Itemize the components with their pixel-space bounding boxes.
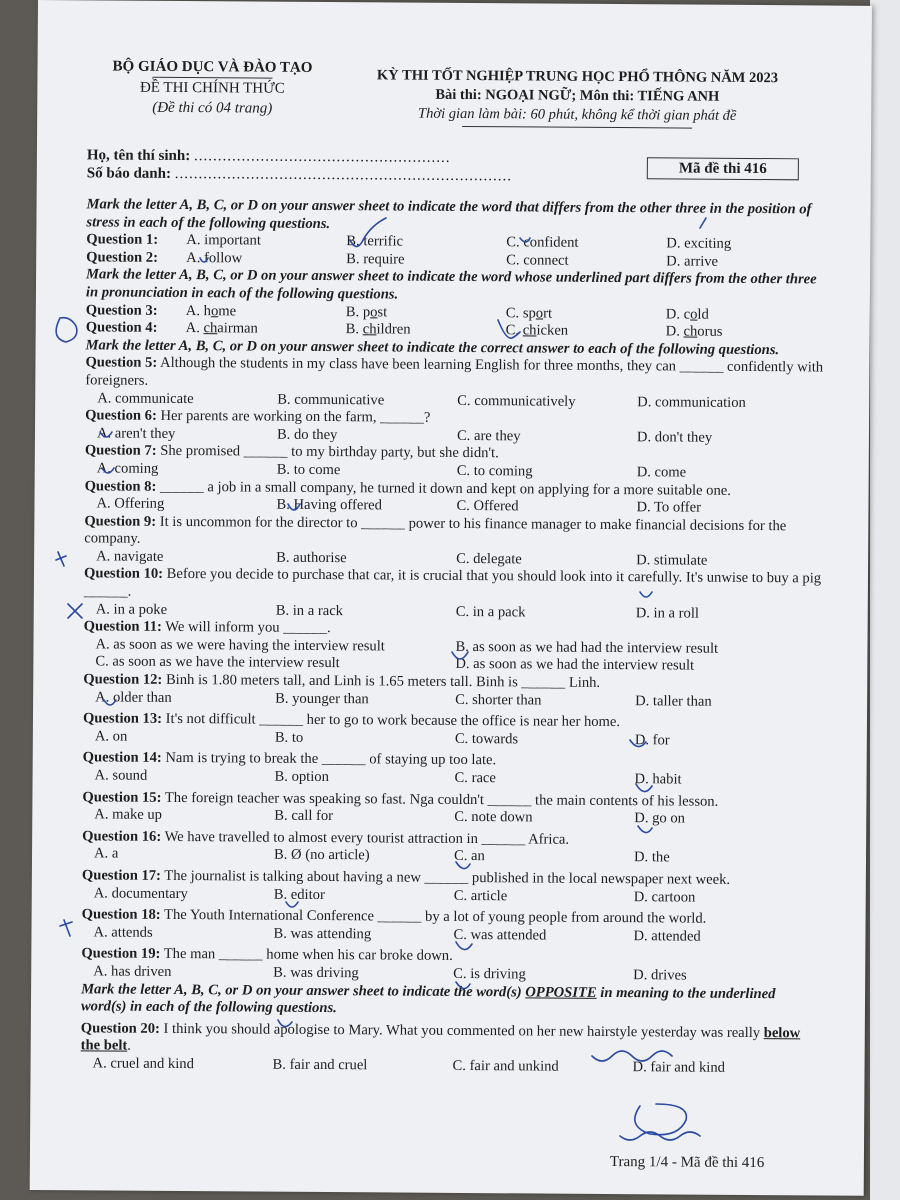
question-17: Question 17: The journalist is talking about having a new ______ published in the local newspaper next week. <box>81 867 731 888</box>
option-d: D. To offer <box>636 499 702 516</box>
question-8: Question 8: ______ a job in a small company, he turned it down and kept on applying for a more suitable one. <box>84 477 731 499</box>
option-c: C. to coming <box>456 462 533 480</box>
question-label: Question 2: <box>86 249 159 266</box>
option-a: A. follow <box>186 249 243 267</box>
option-d: D. in a roll <box>635 604 700 622</box>
option-b: B. terrific <box>346 233 404 250</box>
section-2-instructions: Mark the letter A, B, C, or D on your answer sheet to indicate the word whose underlined part differs from the other three in pronunciation in each of the following questions. <box>85 266 817 303</box>
question-label: Question 3: <box>85 301 158 319</box>
option-b: B. Ø (no article) <box>273 847 370 864</box>
question-14: Question 14: Nam is trying to break the ______ of staying up too late. <box>82 749 497 769</box>
option-d: D. cartoon <box>633 888 696 906</box>
option-b: B. authorise <box>276 549 347 567</box>
option-b: B. call for <box>274 807 334 825</box>
option-d: D. arrive <box>666 253 719 270</box>
section-4-instructions: Mark the letter A, B, C, or D on your answer sheet to indicate the word(s) OPPOSITE in meaning to the underlined word(s) in each of the following questions. <box>80 980 776 1017</box>
candidate-info <box>87 146 512 185</box>
option-b: B. children <box>345 321 411 338</box>
official-exam-label: ĐỀ THI CHÍNH THỨC <box>139 79 285 97</box>
option-a: A. attends <box>93 924 153 941</box>
option-c: C. delegate <box>456 550 522 568</box>
question-12: Question 12: Binh is 1.80 meters tall, and Linh is 1.65 meters tall. Binh is ______ Linh. <box>83 671 601 691</box>
sheet-behind <box>870 0 900 1200</box>
option-b: B. option <box>274 768 329 786</box>
option-c: C. as soon as we have the interview result <box>95 653 340 672</box>
option-a: A. sound <box>94 767 148 784</box>
option-d: D. habit <box>634 771 682 788</box>
opposite-keyword: OPPOSITE <box>525 983 597 1001</box>
section-3-instructions: Mark the letter A, B, C, or D on your answer sheet to indicate the correct answer to each of the following questions. <box>85 337 780 358</box>
candidate-name-field: ...................................................... <box>193 148 451 166</box>
option-d: D. attended <box>633 927 701 945</box>
page-count-note: (Đề thi có 04 trang) <box>152 99 273 117</box>
option-d: D. drives <box>633 967 687 984</box>
option-b: B. editor <box>273 886 325 903</box>
question-19: Question 19: The man ______ home when his car broke down. <box>81 945 453 965</box>
option-a: A. make up <box>94 806 163 824</box>
option-b: B. to come <box>276 461 341 479</box>
option-a: A. on <box>94 728 128 745</box>
option-d: D. the <box>633 849 670 866</box>
option-d: D. communication <box>637 393 746 411</box>
option-b: B. fair and cruel <box>272 1056 368 1074</box>
option-c: C. note down <box>454 809 533 826</box>
candidate-name-label: Họ, tên thí sinh: <box>86 147 191 165</box>
option-a: A. older than <box>95 689 172 706</box>
option-d: D. go on <box>634 810 686 827</box>
option-c: C. sport <box>505 304 553 322</box>
time-limit: Thời gian làm bài: 60 phút, không kể thời gian phát đề <box>417 105 737 124</box>
ministry-name: BỘ GIÁO DỤC VÀ ĐÀO TẠO <box>112 58 313 76</box>
question-16: Question 16: We have travelled to almost every tourist attraction in ______ Africa. <box>82 828 570 848</box>
option-d: D. come <box>636 464 687 481</box>
question-13: Question 13: It's not difficult ______ her to go to work because the office is near her home. <box>82 710 621 731</box>
option-d: D. exciting <box>666 235 732 253</box>
option-d: D. for <box>634 731 670 749</box>
option-c: C. confident <box>506 234 579 251</box>
exam-body <box>81 196 827 1078</box>
option-a: A. chairman <box>185 320 258 337</box>
underlined-phrase: below the belt <box>80 1024 801 1054</box>
subject-line: Bài thi: NGOẠI NGỮ; Môn thi: TIẾNG ANH <box>435 86 720 105</box>
question-20-options <box>81 1055 821 1078</box>
option-a: A. documentary <box>93 884 188 902</box>
option-c: C. are they <box>456 427 521 445</box>
question-5: Question 5: Although the students in my class have been learning English for three months, they can ______ confidently with foreigners. <box>85 354 824 389</box>
option-d: D. as soon as we had the interview result <box>455 656 695 675</box>
option-c: C. towards <box>454 730 519 748</box>
option-c: C. chicken <box>505 322 569 339</box>
option-a: A. Offering <box>96 495 165 512</box>
option-a: A. important <box>186 232 261 249</box>
option-a: A. as soon as we were having the interview result <box>95 636 385 655</box>
option-c: C. communicatively <box>457 392 576 410</box>
question-label: Question 1: <box>86 231 159 249</box>
option-b: B. require <box>346 250 405 268</box>
option-b: B. do they <box>276 426 338 443</box>
question-18: Question 18: The Youth International Conference ______ by a lot of young people from around the world. <box>81 906 707 927</box>
question-15: Question 15: The foreign teacher was speaking so fast. Nga couldn't ______ the main contents of his lesson. <box>82 788 719 810</box>
option-b: B. post <box>345 303 388 321</box>
option-c: C. shorter than <box>455 691 542 709</box>
exam-page <box>30 0 872 1196</box>
question-10: Question 10: Before you decide to purchase that car, it is crucial that you should look into it carefully. It's unwise to buy a pig ______. <box>83 565 822 600</box>
exam-code-box: Mã đề thi 416 <box>647 157 799 180</box>
option-b: B. to <box>274 729 304 746</box>
option-d: D. stimulate <box>636 552 708 569</box>
option-c: C. race <box>454 769 496 787</box>
option-a: A. cruel and kind <box>92 1055 194 1073</box>
option-a: A. communicate <box>97 389 194 407</box>
option-a: A. in a poke <box>95 601 168 618</box>
option-b: B. Having offered <box>276 496 383 514</box>
option-c: C. an <box>453 848 485 865</box>
option-c: C. is driving <box>453 965 526 983</box>
option-b: B. was attending <box>273 925 372 943</box>
option-d: D. chorus <box>665 323 723 340</box>
candidate-id-label: Số báo danh: <box>86 165 172 182</box>
option-c: C. connect <box>506 252 569 269</box>
option-b: B. as soon as we had had the interview result <box>455 638 719 657</box>
question-20: Question 20: I think you should apologise to Mary. What you commented on her new hairstyle yesterday was really below the belt. <box>80 1020 801 1054</box>
question-9: Question 9: It is uncommon for the director to ______ power to his finance manager to make financial decisions for the company. <box>84 513 787 548</box>
option-a: A. has driven <box>93 963 172 980</box>
option-a: A. aren't they <box>96 425 176 442</box>
option-a: A. home <box>185 302 237 319</box>
option-c: C. fair and unkind <box>452 1057 559 1075</box>
option-b: B. in a rack <box>275 602 344 619</box>
option-b: B. communicative <box>277 391 385 408</box>
question-label: Question 4: <box>85 319 158 336</box>
candidate-id-field: ....................................................................... <box>174 165 513 185</box>
option-d: D. fair and kind <box>632 1059 726 1076</box>
option-b: B. younger than <box>275 690 369 707</box>
option-a: A. a <box>93 845 119 862</box>
exam-title: KỲ THI TỐT NGHIỆP TRUNG HỌC PHỔ THÔNG NĂM 2023 <box>376 67 779 87</box>
option-c: C. was attended <box>453 926 547 944</box>
section-1-instructions: Mark the letter A, B, C, or D on your answer sheet to indicate the word that differs from the other three in the position of stress in each of the following questions. <box>86 196 812 232</box>
option-c: C. Offered <box>456 498 519 515</box>
option-c: C. in a pack <box>455 603 526 621</box>
question-11: Question 11: We will inform you ______. <box>83 618 331 637</box>
header-right <box>367 66 787 129</box>
page-footer: Trang 1/4 - Mã đề thi 416 <box>609 1154 765 1172</box>
option-d: D. cold <box>665 305 709 323</box>
option-d: D. don't they <box>636 428 713 446</box>
option-a: A. navigate <box>96 548 164 565</box>
option-a: A. coming <box>96 460 159 477</box>
option-c: C. article <box>453 887 508 904</box>
option-b: B. was driving <box>273 964 359 982</box>
header-rule-right <box>462 126 692 129</box>
question-6: Question 6: Her parents are working on the farm, ______? <box>85 407 431 426</box>
header-left <box>97 56 327 119</box>
question-7: Question 7: She promised ______ to my birthday party, but she didn't. <box>84 442 499 462</box>
option-d: D. taller than <box>635 692 712 710</box>
